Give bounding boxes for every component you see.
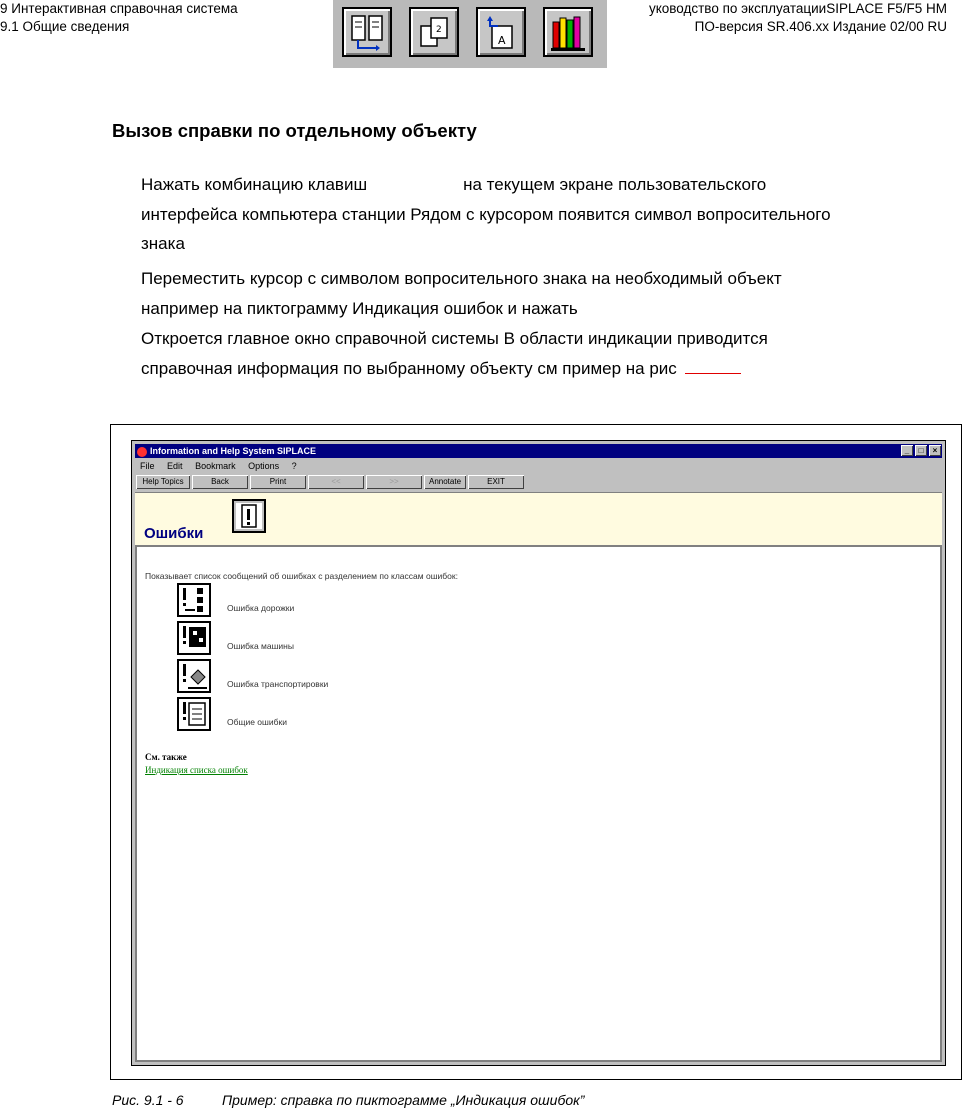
menu-file[interactable]: File <box>140 461 155 471</box>
step1-text-b: на текущем экране пользовательского <box>463 175 767 194</box>
help-window-titlebar[interactable] <box>135 444 942 458</box>
figure-reference-link[interactable] <box>685 357 741 374</box>
figure-caption-text: Пример: справка по пиктограмме „Индикация ошибок” <box>222 1092 585 1108</box>
return-document-icon[interactable] <box>476 7 526 57</box>
instruction-step-2 <box>141 264 961 323</box>
error-list-link[interactable]: Индикация списка ошибок <box>145 765 248 775</box>
exit-button[interactable]: EXIT <box>468 475 524 489</box>
edition-info: ПО-версия SR.406.xx Издание 02/00 RU <box>694 19 947 34</box>
step3-line2: справочная информация по выбранному объекту см пример на рис <box>141 358 677 378</box>
manual-title: уководство по эксплуатацииSIPLACE F5/F5 HM <box>648 1 947 16</box>
running-header-left <box>0 0 238 36</box>
general-error-icon <box>177 697 211 731</box>
help-toolbar <box>135 474 942 491</box>
document-nav-toolbar <box>333 0 607 68</box>
step1-line3: знака <box>141 234 185 253</box>
help-window-title: Information and Help System SIPLACE <box>150 446 317 456</box>
copy-pages-icon[interactable] <box>409 7 459 57</box>
step2-line1: Переместить курсор с символом вопросительного знака на необходимый объект <box>141 269 782 288</box>
menu-options[interactable]: Options <box>248 461 280 471</box>
instruction-step-1 <box>141 170 961 259</box>
page-nav-icon[interactable] <box>342 7 392 57</box>
menu-bar <box>135 459 942 473</box>
prev-topic-button[interactable]: << <box>308 475 364 489</box>
error-class-label: Общие ошибки <box>227 717 287 727</box>
step3-line1: Откроется главное окно справочной системы В области индикации приводится <box>141 329 768 348</box>
error-class-label: Ошибка машины <box>227 641 294 651</box>
print-button[interactable]: Print <box>250 475 306 489</box>
step1-line2: интерфейса компьютера станции Рядом с курсором появится символ вопросительного <box>141 204 831 224</box>
section-title: Вызов справки по отдельному объекту <box>112 120 477 141</box>
help-content-area <box>135 545 942 1062</box>
running-header-right <box>649 0 947 36</box>
annotate-button[interactable]: Annotate <box>424 475 466 489</box>
error-class-label: Ошибка транспортировки <box>227 679 329 689</box>
lane-error-icon <box>177 583 211 617</box>
step2-line2: например на пиктограмму Индикация ошибок и нажать <box>141 298 578 318</box>
maximize-icon[interactable]: □ <box>915 445 927 456</box>
chapter-title: 9 Интерактивная справочная система <box>0 1 238 16</box>
books-library-icon[interactable] <box>543 7 593 57</box>
minimize-icon[interactable]: _ <box>901 445 913 456</box>
back-button[interactable]: Back <box>192 475 248 489</box>
topic-title: Ошибки <box>144 525 204 542</box>
svg-text:2: 2 <box>436 25 442 35</box>
see-also-heading: См. также <box>145 752 187 762</box>
machine-error-icon <box>177 621 211 655</box>
topic-description: Показывает список сообщений об ошибках с разделением по классам ошибок: <box>145 571 458 581</box>
step1-text-a: Нажать комбинацию клавиш <box>141 175 368 194</box>
error-class-label: Ошибка дорожки <box>227 603 295 613</box>
menu-bookmark[interactable]: Bookmark <box>195 461 236 471</box>
menu-help[interactable]: ? <box>291 461 297 471</box>
close-icon[interactable]: × <box>929 445 941 456</box>
next-topic-button[interactable]: >> <box>366 475 422 489</box>
help-window <box>131 440 946 1066</box>
topic-header <box>135 492 942 546</box>
error-display-icon <box>232 499 266 533</box>
transport-error-icon <box>177 659 211 693</box>
subchapter-title: 9.1 Общие сведения <box>0 19 130 34</box>
svg-text:A: A <box>498 34 506 47</box>
figure-number: Рис. 9.1 - 6 <box>112 1092 184 1108</box>
instruction-step-3 <box>141 324 961 383</box>
app-icon <box>137 447 147 457</box>
help-topics-button[interactable]: Help Topics <box>136 475 190 489</box>
figure-caption <box>112 1092 584 1108</box>
menu-edit[interactable]: Edit <box>167 461 183 471</box>
